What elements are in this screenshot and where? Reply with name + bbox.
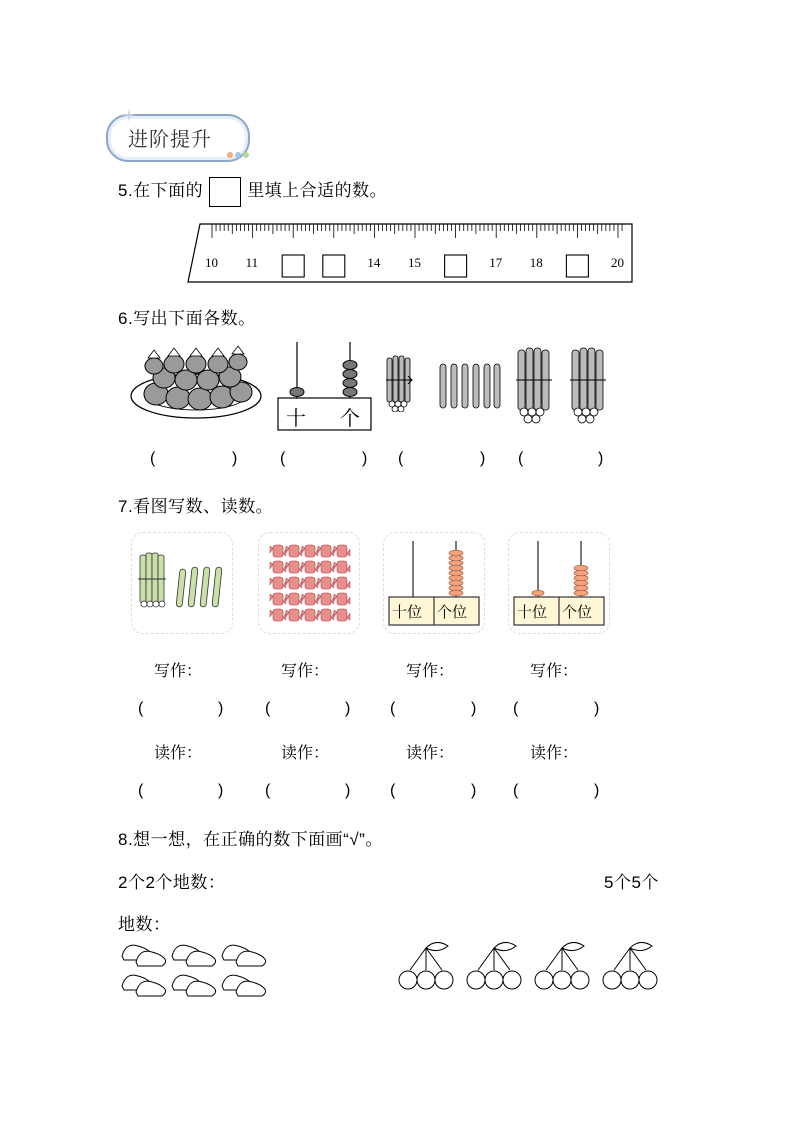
dots-icon <box>226 150 250 160</box>
candy <box>302 545 318 557</box>
q8-line1-left: 2个2个地数： <box>118 873 226 892</box>
ruler-label: 11 <box>245 255 259 270</box>
q7-write-open-3: ( <box>390 700 396 717</box>
q6-answer-close-2: ) <box>362 450 368 467</box>
q7-read-close-3: ) <box>471 782 477 799</box>
candy <box>286 609 302 621</box>
ruler-label: 20 <box>611 255 624 270</box>
cherry-bunch <box>603 942 657 989</box>
q7-write-close-3: ) <box>471 700 477 717</box>
q6-answer-open-1: ( <box>150 450 156 467</box>
q7-read-open-3: ( <box>390 782 396 799</box>
candy <box>318 609 334 621</box>
write-label: 写作： <box>406 663 455 680</box>
ruler <box>186 222 634 284</box>
q6-answer-close-1: ) <box>232 450 238 467</box>
q7-write-close-2: ) <box>345 700 351 717</box>
section-badge <box>106 114 250 162</box>
q6-answer-close-3: ) <box>480 450 486 467</box>
q7-read-open-1: ( <box>138 782 144 799</box>
candy <box>318 593 334 605</box>
sparkle-icon <box>122 108 136 122</box>
q7-card-abacus-2 <box>508 532 610 634</box>
candy <box>270 545 286 557</box>
q7-write-open-4: ( <box>513 700 519 717</box>
q7-read-open-4: ( <box>513 782 519 799</box>
stick-bundle-image <box>384 354 414 412</box>
ruler-answer-box[interactable] <box>323 255 345 277</box>
ruler-answer-box[interactable] <box>566 255 588 277</box>
candy <box>334 561 350 573</box>
shoe-pair <box>122 945 166 966</box>
candy <box>270 561 286 573</box>
candy <box>270 593 286 605</box>
candy-grid-image <box>259 533 359 633</box>
q7-write-close-4: ) <box>594 700 600 717</box>
candy <box>302 609 318 621</box>
candy <box>286 577 302 589</box>
ruler-answer-box[interactable] <box>445 255 467 277</box>
candy <box>286 545 302 557</box>
q6-answer-close-4: ) <box>598 450 604 467</box>
q7-read-close-2: ) <box>345 782 351 799</box>
candy <box>318 545 334 557</box>
write-label: 写作： <box>281 663 330 680</box>
ruler-answer-box[interactable] <box>282 255 304 277</box>
strawberry-plate-image <box>128 342 264 422</box>
q6-answer-open-3: ( <box>398 450 404 467</box>
candy <box>270 609 286 621</box>
q7-write-open-2: ( <box>265 700 271 717</box>
q8-line2: 地数： <box>118 915 171 934</box>
bead <box>532 590 544 596</box>
read-label: 读作： <box>530 745 579 762</box>
candy <box>286 593 302 605</box>
q6-answer-open-2: ( <box>280 450 286 467</box>
cherry-bunch <box>399 942 453 989</box>
candy <box>334 577 350 589</box>
candy <box>302 593 318 605</box>
q7-read-open-2: ( <box>265 782 271 799</box>
ruler-label: 14 <box>367 255 381 270</box>
candy <box>302 561 318 573</box>
single-sticks-image <box>436 362 502 410</box>
q7-title: 7.看图写数、读数。 <box>118 497 274 516</box>
tens-place-label: 十位 <box>517 604 548 621</box>
q7-card-abacus-1 <box>383 532 485 634</box>
stick-bundle-image <box>514 346 554 424</box>
abacus-ones-label: 个 <box>340 408 360 430</box>
q5-prompt: 5.在下面的 里填上合适的数。 <box>118 176 387 207</box>
candy <box>302 577 318 589</box>
candy <box>334 593 350 605</box>
q7-read-close-1: ) <box>218 782 224 799</box>
ruler-label: 17 <box>489 255 503 270</box>
candy <box>286 561 302 573</box>
cherry-bunch <box>467 942 521 989</box>
q6-title: 6.写出下面各数。 <box>118 309 256 328</box>
read-label: 读作： <box>281 745 330 762</box>
stick-bundle-image <box>568 346 608 424</box>
ruler-label: 10 <box>205 255 218 270</box>
q7-read-close-4: ) <box>594 782 600 799</box>
candy <box>334 609 350 621</box>
read-label: 读作： <box>154 745 203 762</box>
shoe-pair <box>172 975 216 996</box>
section-badge-label: 进阶提升 <box>128 129 212 151</box>
q6-answer-open-4: ( <box>518 450 524 467</box>
shoe-pair <box>222 975 266 996</box>
candy <box>318 577 334 589</box>
candy <box>318 561 334 573</box>
bead <box>574 565 588 571</box>
cherry-bunch <box>535 942 589 989</box>
ones-place-label: 个位 <box>562 604 593 621</box>
q8-title: 8.想一想，在正确的数下面画“√”。 <box>118 830 383 849</box>
q7-card-sticks <box>131 532 233 634</box>
green-sticks-image <box>132 533 232 633</box>
read-label: 读作： <box>406 745 455 762</box>
tens-place-label: 十位 <box>392 604 423 621</box>
ones-place-label: 个位 <box>437 604 468 621</box>
q7-write-close-1: ) <box>218 700 224 717</box>
ruler-label: 18 <box>529 255 543 270</box>
bead <box>449 550 463 556</box>
write-label: 写作： <box>530 663 579 680</box>
q8-line1-right: 5个5个 <box>604 873 659 892</box>
q7-card-candies <box>258 532 360 634</box>
cherries-image <box>392 940 662 992</box>
write-label: 写作： <box>154 663 203 680</box>
shoe-pair <box>222 945 266 966</box>
answer-box-example <box>209 177 241 207</box>
shoe-pair <box>172 945 216 966</box>
shoe-pair <box>122 975 166 996</box>
abacus-tens-label: 十 <box>286 408 306 430</box>
candy <box>270 577 286 589</box>
candy <box>334 545 350 557</box>
q7-write-open-1: ( <box>138 700 144 717</box>
shoes-image <box>118 936 270 1000</box>
ruler-label: 15 <box>408 255 421 270</box>
